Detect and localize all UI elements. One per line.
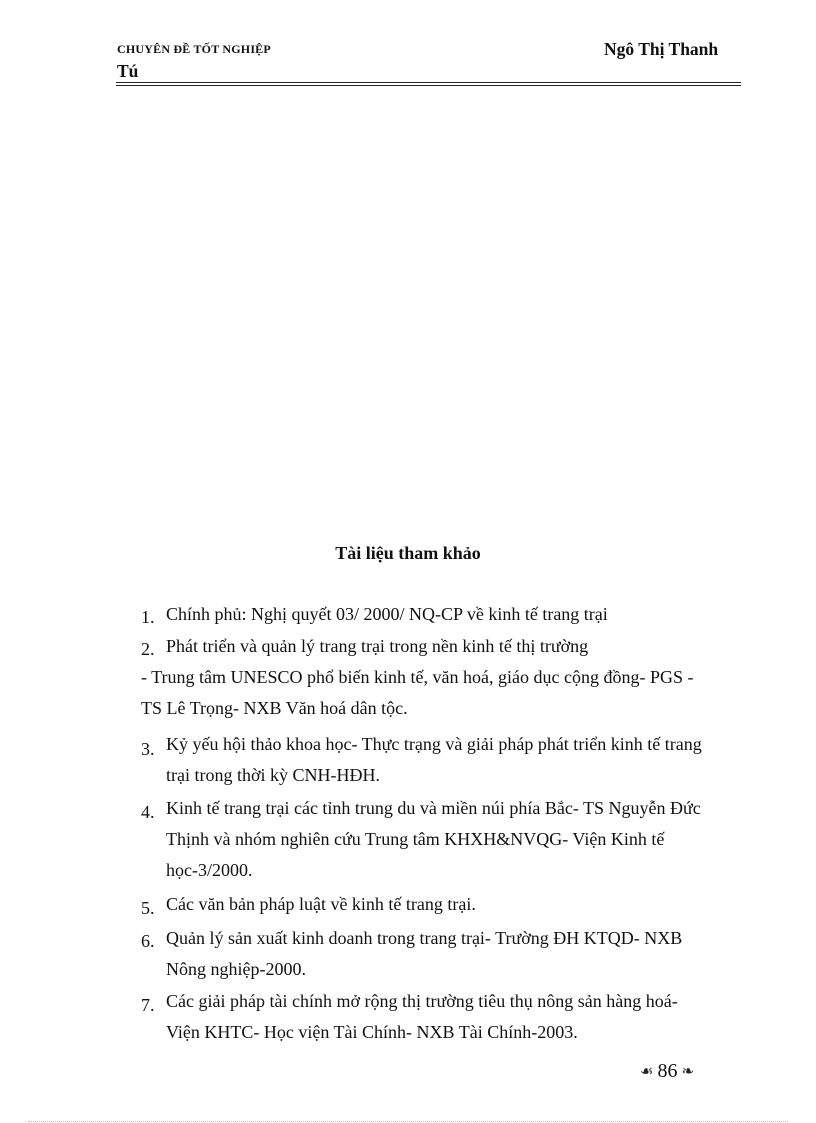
ornament-left-icon: ☙	[640, 1064, 654, 1080]
reference-line: Thịnh và nhóm nghiên cứu Trung tâm KHXH&NVQG- Viện Kinh tế	[166, 829, 665, 849]
page-number: 86	[657, 1060, 678, 1082]
reference-line: Chính phủ: Nghị quyết 03/ 2000/ NQ-CP về kinh tế trang trại	[166, 604, 608, 624]
reference-line: Kinh tế trang trại các tỉnh trung du và miền núi phía Bắc- TS Nguyễn Đức	[166, 798, 701, 818]
reference-number: 4.	[141, 802, 155, 822]
header-author: Ngô Thị Thanh	[604, 39, 719, 59]
reference-number: 7.	[141, 995, 155, 1015]
header-rule-thin	[116, 85, 741, 86]
reference-line: Các văn bản pháp luật về kinh tế trang trại.	[166, 894, 476, 914]
reference-line: Phát triển và quản lý trang trại trong nền kinh tế thị trường	[166, 636, 589, 656]
reference-number: 6.	[141, 931, 155, 951]
page-title: Tài liệu tham khảo	[335, 543, 481, 563]
reference-number: 3.	[141, 739, 155, 759]
reference-line: - Trung tâm UNESCO phổ biến kinh tế, văn hoá, giáo dục cộng đồng- PGS -	[141, 667, 694, 687]
reference-line: học-3/2000.	[166, 860, 253, 880]
header-rule-thick	[116, 82, 741, 83]
reference-number: 1.	[141, 607, 155, 627]
reference-number: 2.	[141, 639, 155, 659]
page-footer	[640, 1060, 694, 1083]
reference-line: Kỷ yếu hội thảo khoa học- Thực trạng và giải pháp phát triển kinh tế trang	[166, 734, 702, 754]
ornament-right-icon: ❧	[681, 1064, 695, 1080]
reference-line: Nông nghiệp-2000.	[166, 959, 306, 979]
reference-number: 5.	[141, 898, 155, 918]
reference-line: TS Lê Trọng- NXB Văn hoá dân tộc.	[141, 698, 408, 718]
reference-line: Các giải pháp tài chính mở rộng thị trường tiêu thụ nông sản hàng hoá-	[166, 991, 678, 1011]
reference-line: Viện KHTC- Học viện Tài Chính- NXB Tài Chính-2003.	[166, 1022, 578, 1042]
reference-line: trại trong thời kỳ CNH-HĐH.	[166, 765, 380, 785]
header-author-continuation: Tú	[117, 61, 139, 81]
header-chapter-label: CHUYÊN ĐỀ TỐT NGHIỆP	[117, 42, 271, 56]
reference-line: Quản lý sản xuất kinh doanh trong trang trại- Trường ĐH KTQD- NXB	[166, 928, 683, 948]
bottom-dotted-divider	[28, 1121, 788, 1122]
